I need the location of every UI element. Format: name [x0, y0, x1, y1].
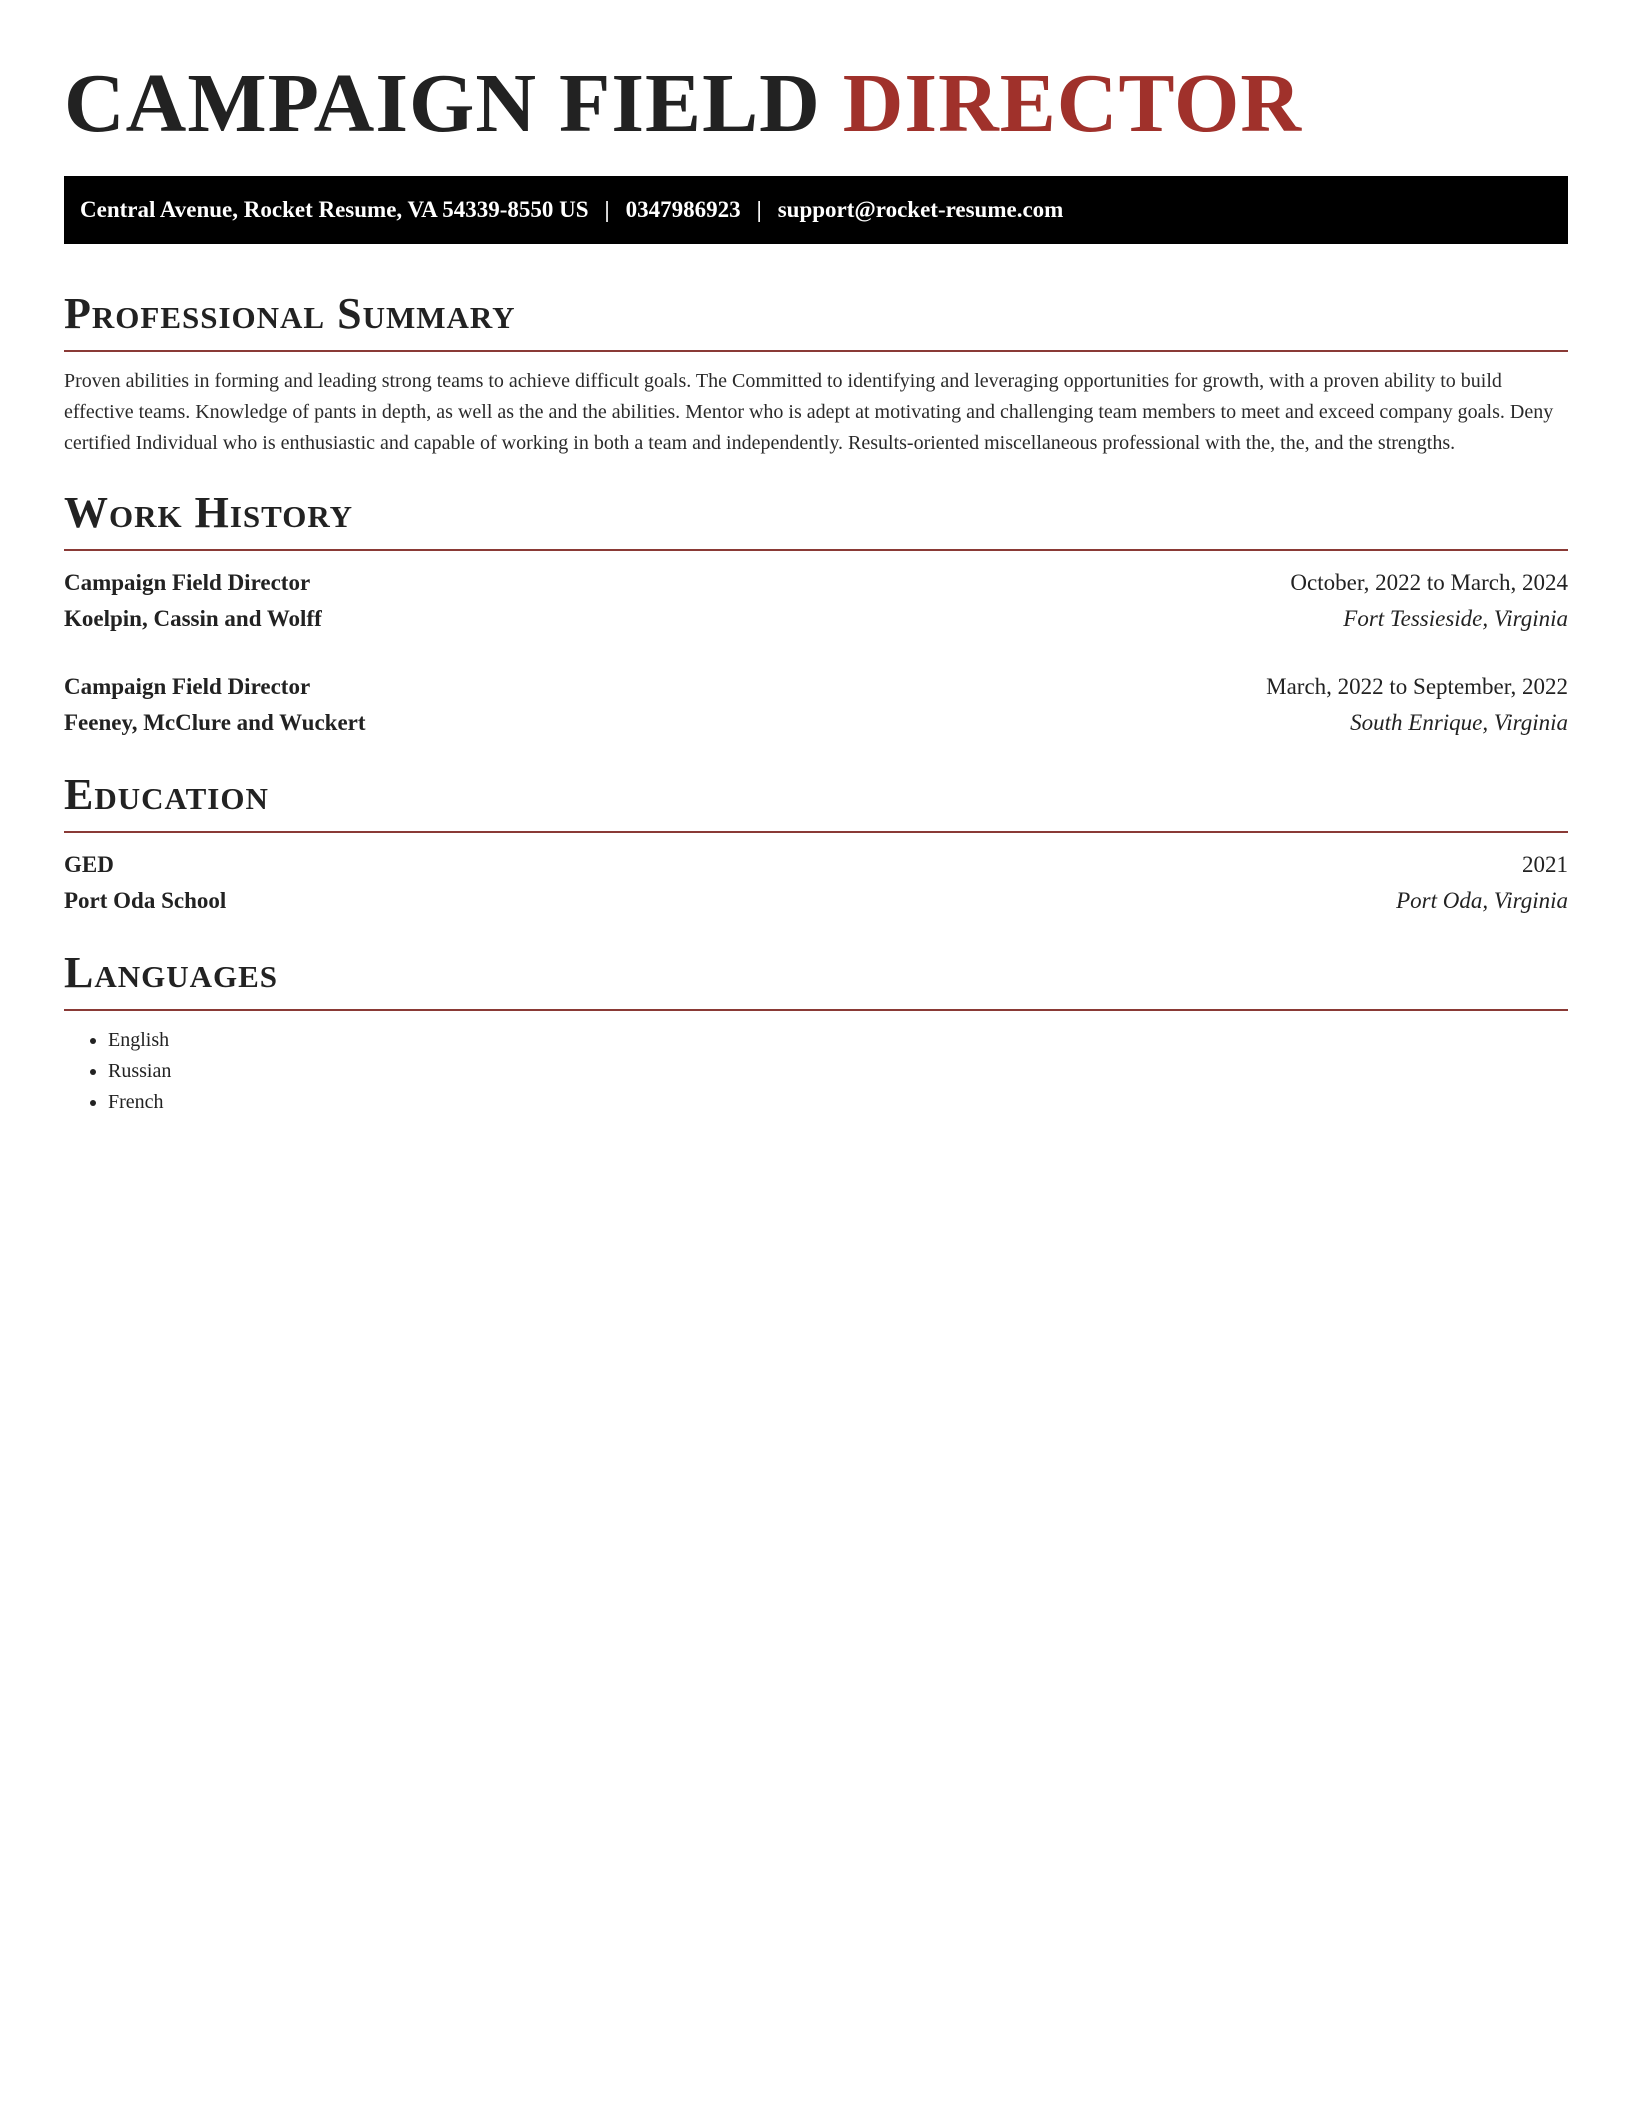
job-header-row: [64, 669, 1568, 705]
education-school-row: [64, 883, 1568, 919]
education-year: 2021: [1522, 852, 1568, 877]
job-entry: [64, 565, 1568, 637]
languages-section: [64, 947, 1568, 1118]
section-title-education: Education: [64, 770, 269, 819]
job-company-row: [64, 705, 1568, 741]
job-company: Feeney, McClure and Wuckert: [64, 710, 366, 735]
job-dates: October, 2022 to March, 2024: [1290, 570, 1568, 595]
contact-address: Central Avenue, Rocket Resume, VA 54339-8550 US: [80, 197, 589, 222]
section-divider: [64, 350, 1568, 352]
education-section: [64, 769, 1568, 919]
name-last: DIRECTOR: [842, 57, 1302, 150]
education-degree: GED: [64, 852, 114, 877]
section-divider: [64, 549, 1568, 551]
section-title-work-history: Work History: [64, 488, 354, 537]
contact-email: support@rocket-resume.com: [777, 197, 1064, 222]
summary-section: [64, 288, 1568, 459]
job-company-row: [64, 601, 1568, 637]
language-item: • English: [108, 1025, 1568, 1056]
job-location: Fort Tessieside, Virginia: [1343, 606, 1568, 631]
job-company: Koelpin, Cassin and Wolff: [64, 606, 322, 631]
job-entry: [64, 669, 1568, 741]
contact-phone: 0347986923: [625, 197, 741, 222]
languages-list: [64, 1025, 1568, 1118]
language-item: • Russian: [108, 1056, 1568, 1087]
job-dates: March, 2022 to September, 2022: [1266, 674, 1568, 699]
contact-separator: |: [756, 197, 762, 222]
education-school: Port Oda School: [64, 888, 227, 913]
contact-separator: |: [604, 197, 610, 222]
job-position: Campaign Field Director: [64, 570, 311, 595]
language-item: • French: [108, 1087, 1568, 1118]
job-location: South Enrique, Virginia: [1350, 710, 1568, 735]
resume-name: [64, 56, 1568, 152]
contact-bar: [64, 176, 1568, 244]
section-title-summary: Professional Summary: [64, 289, 516, 338]
job-header-row: [64, 565, 1568, 601]
education-location: Port Oda, Virginia: [1396, 888, 1568, 913]
summary-text: Proven abilities in forming and leading strong teams to achieve difficult goals. The Committed to identifying and leveraging opportunities for growth, with a proven ability to build effective teams. Knowledge of pants in depth, as well as the and the abilities. Mentor who is adept at motivating and challenging team members to meet and exceed company goals. Deny certified Individual who is enthusiastic and capable of working in both a team and independently. Results-oriented miscellaneous professional with the, the, and the strengths.: [64, 370, 1554, 454]
section-divider: [64, 1009, 1568, 1011]
job-position: Campaign Field Director: [64, 674, 311, 699]
education-entry: [64, 847, 1568, 919]
section-title-languages: Languages: [64, 948, 279, 997]
section-divider: [64, 831, 1568, 833]
name-first: CAMPAIGN FIELD: [64, 57, 821, 150]
work-history-section: [64, 487, 1568, 741]
education-header-row: [64, 847, 1568, 883]
